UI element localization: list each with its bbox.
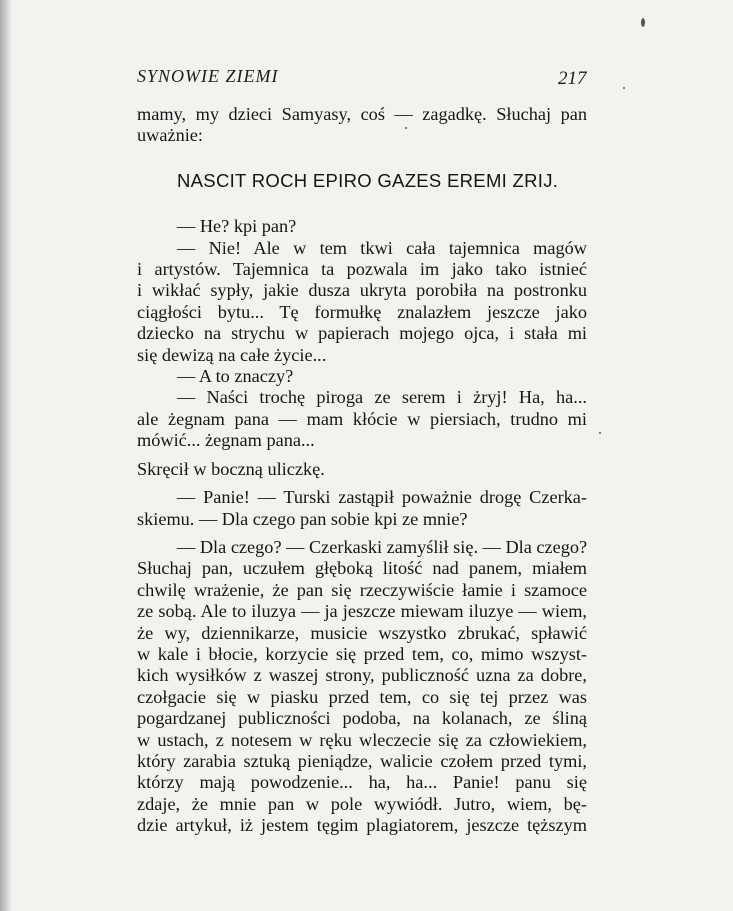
page-gutter-shadow <box>0 0 12 911</box>
text-line: czołgacie się w piasku przed tem, co się tej przez was <box>137 686 587 707</box>
text-line: w ustach, z notesem w ręku wleczecie się za człowiekiem, <box>137 729 587 750</box>
text-line: pogardzanej publiczności podoba, na kolanach, ze śliną <box>137 708 587 729</box>
paragraph <box>137 387 587 451</box>
paragraph-gap <box>137 480 587 487</box>
paper-speck <box>405 127 407 129</box>
text-line: — Naści trochę piroga ze serem i żryj! Ha, ha... <box>177 387 587 408</box>
text-line: i wikłać sypły, jakie dusza ukryta porobiła na postronku <box>137 280 587 301</box>
paragraph <box>137 487 587 530</box>
text-line: który zarabia sztuką pieniądze, walicie czołem przed tymi, <box>137 750 587 771</box>
text-line: ciągłości bytu... Tę formułkę znalazłem jeszcze jako <box>137 301 587 322</box>
text-line: uważnie: <box>137 125 203 146</box>
text-line: mówić... żegnam pana... <box>137 430 315 451</box>
paper-speck <box>623 87 625 89</box>
text-line: skiemu. — Dla czego pan sobie kpi ze mnie? <box>137 508 468 529</box>
text-line: ze sobą. Ale to iluzya — ja jeszcze miewam iluzye — wiem, <box>137 601 587 622</box>
text-line: i artystów. Tajemnica ta pozwala im jako tako istnieć <box>137 259 587 280</box>
paragraph-gap <box>137 452 587 459</box>
running-title: SYNOWIE ZIEMI <box>137 66 279 86</box>
text-line: — He? kpi pan? <box>177 216 297 237</box>
body-text <box>137 104 587 837</box>
text-line: dzie artykuł, iż jestem tęgim plagiatorem, jeszcze tęższym <box>137 815 587 836</box>
text-line: — Dla czego? — Czerkaski zamyślił się. — Dla czego? <box>177 536 588 557</box>
text-line: Słuchaj pan, uczułem głęboką litość nad panem, miałem <box>137 558 587 579</box>
page-number: 217 <box>558 68 587 89</box>
text-line: ale żegnam pana — mam kłócie w piersiach, trudno mi <box>137 408 587 429</box>
text-line: — Panie! — Turski zastąpił poważnie drogę Czerka- <box>177 487 587 508</box>
text-line: kich wysiłków z waszej strony, publiczność uzna za dobre, <box>137 665 587 686</box>
text-line: chwilę wrażenie, że pan się rzeczywiście łamie i szamoce <box>137 579 587 600</box>
cipher-formula: NASCIT ROCH EPIRO GAZES EREMI ZRIJ. <box>177 169 559 191</box>
text-line: — A to znaczy? <box>177 366 294 387</box>
paragraph <box>137 238 587 366</box>
paper-speck <box>641 18 645 27</box>
text-line: zdaje, że mnie pan w pole wywiódł. Jutro, wiem, bę- <box>137 793 587 814</box>
text-line: mamy, my dzieci Samyasy, coś — zagadkę. Słuchaj pan <box>137 104 587 124</box>
text-line: w kale i błocie, korzycie się przed tem, co, mimo wszyst- <box>137 643 587 664</box>
text-line: że wy, dziennikarze, musicie wszystko zbrukać, spławić <box>137 622 587 643</box>
paragraph <box>137 459 587 480</box>
text-line: Skręcił w boczną uliczkę. <box>137 458 325 479</box>
paragraph <box>137 216 587 237</box>
paragraph <box>137 366 587 387</box>
paragraph-gap <box>137 530 587 537</box>
paragraph <box>137 104 587 147</box>
text-line: którzy mają powodzenie... ha, ha... Panie! panu się <box>137 772 587 793</box>
text-line: dziecko na strychu w papierach mojego ojca, i stała mi <box>137 323 587 344</box>
text-line: — Nie! Ale w tem tkwi cała tajemnica magów <box>177 237 587 258</box>
paper-speck <box>599 432 601 434</box>
text-line: się dewizą na całe życie... <box>137 344 327 365</box>
paragraph <box>137 537 587 837</box>
